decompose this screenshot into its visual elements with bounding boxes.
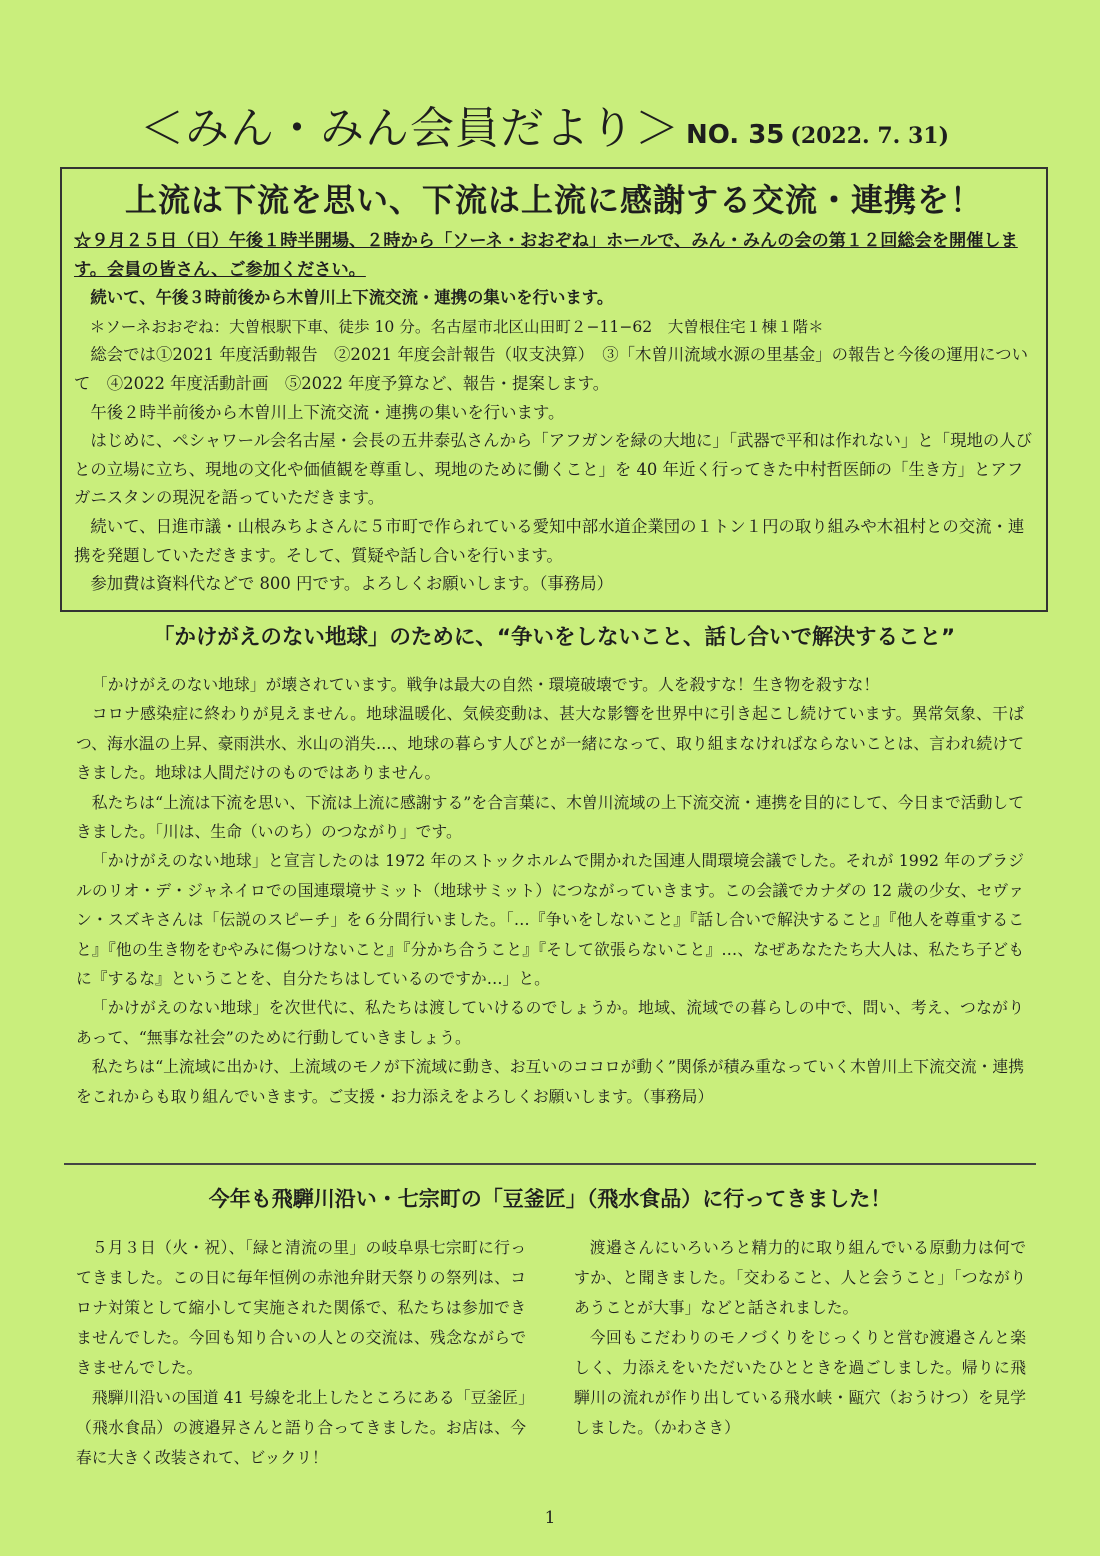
visit-article-left-column: [76, 1233, 526, 1473]
earth-article-body: [76, 670, 1024, 1111]
earth-article-title: 「かけがえのない地球」のために、“争いをしないこと、話し合いで解決すること”: [152, 625, 956, 650]
article-paragraph: 「かけがえのない地球」を次世代に、私たちは渡していけるのでしょうか。地域、流域での暮らしの中で、問い、考え、つながりあって、“無事な社会”のために行動していきましょう。: [76, 998, 1024, 1047]
newsletter-title: [140, 92, 1020, 152]
notice-paragraph: はじめに、ペシャワール会名古屋・会長の五井泰弘さんから「アフガンを緑の大地に」「武器で平和は作れない」と「現地の人びとの立場に立ち、現地の文化や価値観を尊重し、現地のために働くこと」を 40 年近く行ってきた中村哲医師の「生き方」とアフガニスタンの現況を語っていただきます。: [74, 431, 1033, 508]
article-paragraph: ５月３日（火・祝）、「緑と清流の里」の岐阜県七宗町に行ってきました。この日に毎年恒例の赤池弁財天祭りの祭列は、コロナ対策として縮小して実施された関係で、私たちは参加できませんでした。今回も知り合いの人との交流は、残念ながらできませんでした。: [76, 1238, 526, 1377]
article-paragraph: 「かけがえのない地球」が壊されています。戦争は最大の自然・環境破壊です。人を殺すな！生き物を殺すな！: [91, 675, 880, 694]
notice-lead: [74, 227, 1036, 284]
article-paragraph: 飛騨川沿いの国道 41 号線を北上したところにある「豆釜匠」（飛水食品）の渡邉昇さんと語り合ってきました。お店は、今春に大きく改装されて、ビックリ！: [76, 1388, 526, 1467]
visit-article-title: 今年も飛騨川沿い・七宗町の「豆釜匠」（飛水食品）に行ってきました！: [208, 1187, 892, 1211]
notice-location: ＊ソーネおおぞね：大曽根駅下車、徒歩 10 分。名古屋市北区山田町２−11−62 大曽根住宅１棟１階＊: [89, 317, 824, 336]
article-paragraph: 「かけがえのない地球」と宣言したのは 1972 年のストックホルムで開かれた国連人間環境会議でした。それが 1992 年のブラジルのリオ・デ・ジャネイロでの国連環境サミット（地球サミット）につながっていきます。この会議でカナダの 12 歳の少女、セヴァン・スズキさんは「伝説のスピーチ」を６分間行いました。「…『争いをしないこと』『話し合いで解決すること』『他人を尊重すること』『他の生き物をむやみに傷つけないこと』『分かち合うこと』『そして欲張らないこと』…、なぜあなたたち大人は、私たち子どもに『するな』ということを、自分たちはしているのですか…」と。: [76, 851, 1024, 989]
article-paragraph: 私たちは“上流は下流を思い、下流は上流に感謝する”を合言葉に、木曽川流域の上下流交流・連携を目的にして、今日まで活動してきました。「川は、生命（いのち）のつながり」です。: [76, 792, 1024, 842]
article-paragraph: コロナ感染症に終わりが見えません。地球温暖化、気候変動は、甚大な影響を世界中に引き起こし続けています。異常気象、干ばつ、海水温の上昇、豪雨洪水、氷山の消失…、地球の暮らす人びとが一緒になって、取り組まなければならないことは、言われ続けてきました。地球は人間だけのものではありません。: [76, 704, 1024, 783]
article-paragraph: 渡邉さんにいろいろと精力的に取り組んでいる原動力は何ですか、と聞きました。「交わること、人と会うこと」「つながりあうことが大事」などと話されました。: [574, 1238, 1026, 1317]
notice-paragraph: 午後２時半前後から木曽川上下流交流・連携の集いを行います。: [90, 402, 565, 422]
newsletter-name: ＜みん・みん会員だより＞: [140, 103, 680, 154]
notice-paragraph: 続いて、午後３時前後から木曽川上下流交流・連携の集いを行います。: [90, 288, 614, 308]
notice-paragraph: 参加費は資料代などで 800 円です。よろしくお願いします。（事務局）: [90, 574, 613, 594]
article-paragraph: 私たちは“上流域に出かけ、上流域のモノが下流域に動き、お互いのココロが動く”関係が積み重なっていく木曽川上下流交流・連携をこれからも取り組んでいきます。ご支援・お力添えをよろしくお願いします。（事務局）: [76, 1057, 1024, 1106]
issue-number: NO. 35: [686, 120, 785, 150]
general-meeting-notice: [60, 167, 1048, 612]
visit-article-right-column: [574, 1233, 1026, 1443]
notice-paragraph: 総会では①2021 年度活動報告 ②2021 年度会計報告（収支決算） ③「木曽川流域水源の里基金」の報告と今後の運用について ④2022 年度活動計画 ⑤2022 年度予算など、報告・提案します。: [74, 345, 1029, 393]
article-paragraph: 今回もこだわりのモノづくりをじっくりと営む渡邉さんと楽しく、力添えをいただいたひとときを過ごしました。帰りに飛騨川の流れが作り出している飛水峡・甌穴（おうけつ）を見学しました。（かわさき）: [574, 1328, 1026, 1437]
notice-lead-text: ☆９月２５日（日）午後１時半開場、２時から「ソーネ・おおぞね」ホールで、みん・みんの会の第１２回総会を開催します。会員の皆さん、ご参加ください。: [74, 231, 1018, 280]
notice-headline: 上流は下流を思い、下流は上流に感謝する交流・連携を！: [124, 181, 983, 219]
page-number: 1: [544, 1508, 556, 1528]
issue-date: (2022. 7. 31): [790, 123, 950, 149]
section-divider: [64, 1163, 1036, 1165]
notice-paragraph: 続いて、日進市議・山根みちよさんに５市町で作られている愛知中部水道企業団の１トン１円の取り組みや木祖村との交流・連携を発題していただきます。そして、質疑や話し合いを行います。: [74, 516, 1025, 565]
notice-body: [74, 227, 1036, 599]
